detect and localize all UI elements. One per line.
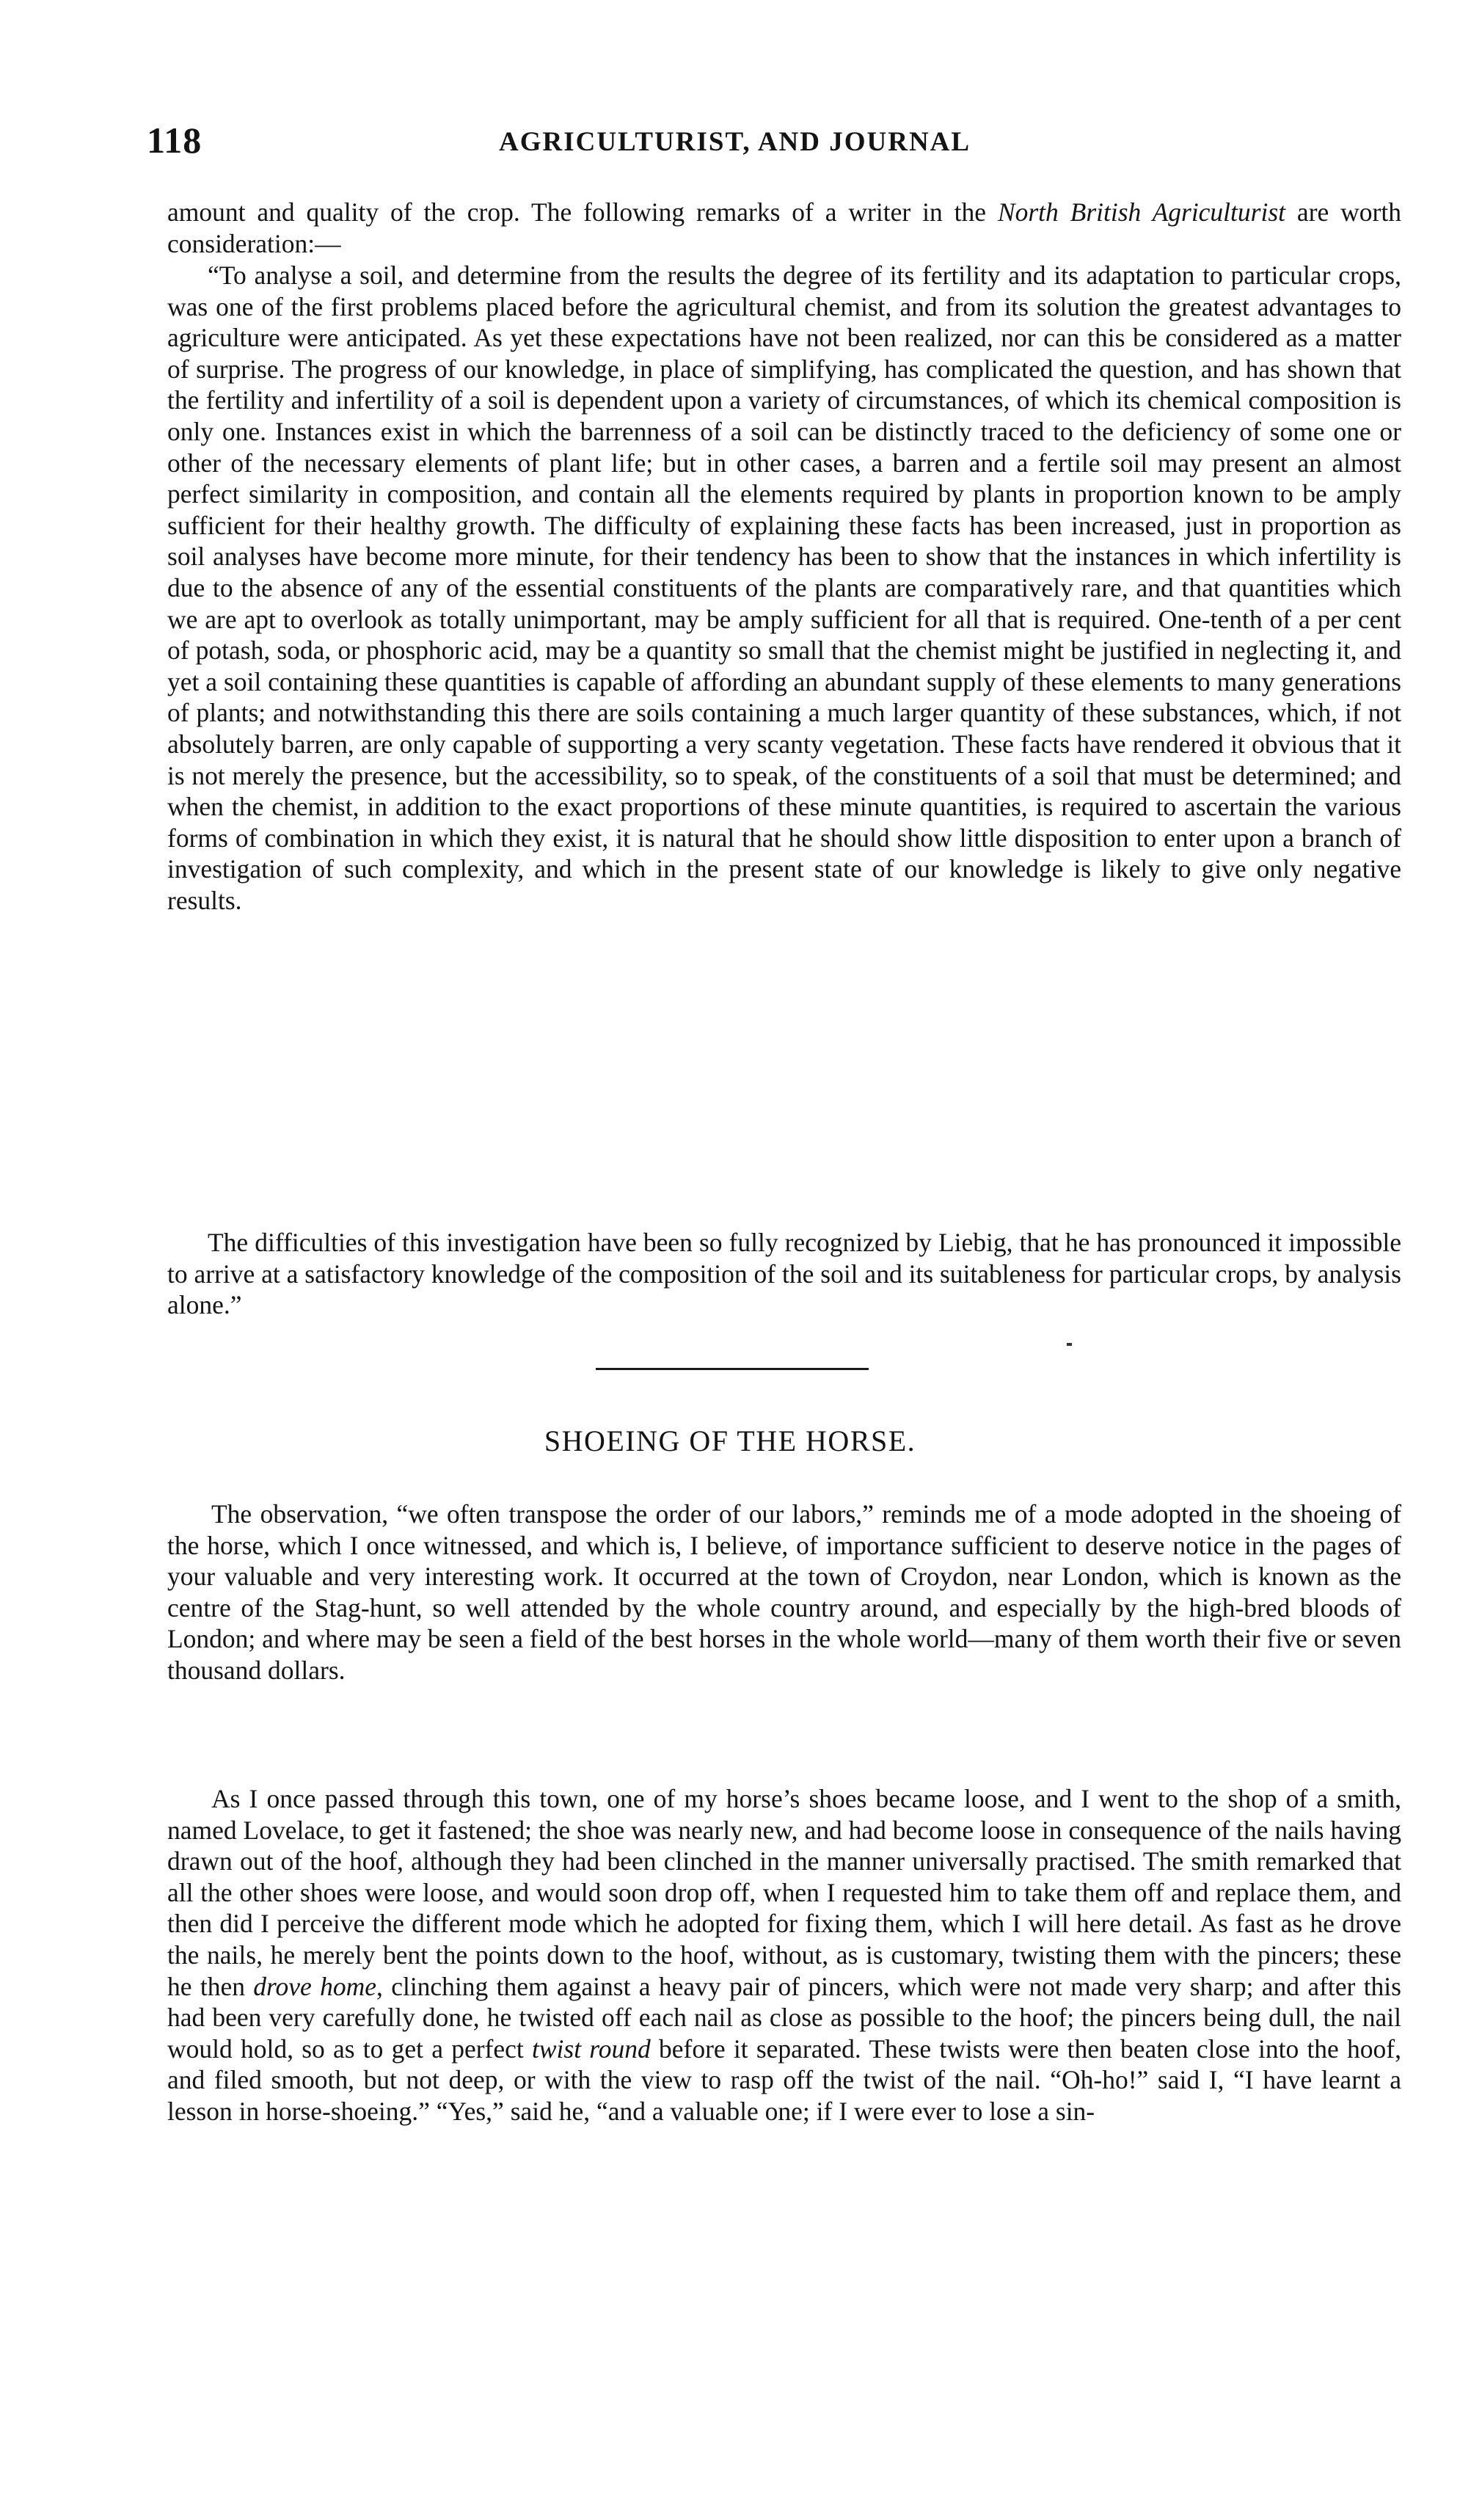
running-head — [147, 119, 1328, 170]
intro-text-after: are worth consideration:— — [167, 197, 1401, 258]
quote-paragraph-1: “To analyse a soil, and determine from the results the degree of its fertility and its adaptation to particular crops, was one of the first problems placed before the agricultural chemist, and from its solution the greatest advantages to agriculture were anticipated. As yet these expectations have not been realized, nor can this be considered as a matter of surprise. The progress of our knowledge, in place of simplifying, has complicated the question, and has shown that the fertility and infertility of a soil is dependent upon a variety of circumstances, of which its chemical composition is only one. Instances exist in which the barrenness of a soil can be distinctly traced to the deficiency of some one or other of the necessary elements of plant life; but in other cases, a barren and a fertile soil may present an almost perfect similarity in composition, and contain all the elements required by plants in proportion known to be amply sufficient for their healthy growth. The difficulty of explaining these facts has been increased, just in proportion as soil analyses have become more minute, for their tendency has been to show that the instances in which infertility is due to the absence of any of the essential constituents of the plants are comparatively rare, and that quantities which we are apt to overlook as totally unimportant, may be amply sufficient for all that is required. One-tenth of a per cent of potash, soda, or phosphoric acid, may be a quantity so small that the chemist might be justified in neglecting it, and yet a soil containing these quantities is capable of affording an abundant supply of these elements to many generations of plants; and notwithstanding this there are soils containing a much larger quantity of these substances, which, if not absolutely barren, are only capable of supporting a very scanty vegetation. These facts have rendered it obvious that it is not merely the presence, but the accessibility, so to speak, of the constituents of a soil that must be determined; and when the chemist, in addition to the exact proportions of these minute quantities, is required to ascertain the various forms of combination in which they exist, it is natural that he should show little disposition to enter upon a branch of investigation of such complexity, and which in the present state of our knowledge is likely to give only negative results. — [167, 261, 1401, 915]
journal-name: North British Agriculturist — [997, 197, 1286, 227]
section-heading: SHOEING OF THE HORSE. — [544, 1424, 916, 1457]
drove-home-phrase: drove home — [253, 1971, 376, 2001]
intro-text-before: amount and quality of the crop. The following remarks of a writer in the — [167, 197, 998, 227]
print-speck — [1067, 1343, 1072, 1346]
article-paragraph-2-part-3: before it separated. These twists were then beaten close into the hoof, and filed smooth, but not deep, or with the view to rasp off the twist of the nail. “Oh-ho!” said I, “I have learnt a lesson in horse-shoeing.” “Yes,” said he, “and a valuable one; if I were ever to lose a sin- — [167, 2033, 1401, 2126]
page-number: 118 — [147, 120, 202, 161]
section-divider — [596, 1368, 869, 1370]
twist-round-phrase: twist round — [531, 2033, 651, 2064]
running-title: AGRICULTURIST, AND JOURNAL — [499, 127, 971, 157]
article-paragraph-1: The observation, “we often transpose the order of our labors,” reminds me of a mode adopted in the shoeing of the horse, which I once witnessed, and which is, I believe, of importance sufficient to deserve notice in the pages of your valuable and very interesting work. It occurred at the town of Croydon, near London, which is known as the centre of the Stag-hunt, so well attended by the whole country around, and especially by the high-bred bloods of London; and where may be seen a field of the best horses in the whole world—many of them worth their five or seven thousand dollars. — [167, 1499, 1401, 1685]
article-paragraph-2 — [167, 1783, 1401, 2127]
article-paragraph-2-part-2: , clinching them against a heavy pair of pincers, which were not made very sharp; and after this had been very carefully done, he twisted off each nail as close as possible to the hoof; the pincers being dull, the nail would hold, so as to get a perfect — [167, 1971, 1401, 2064]
quote-paragraph-2: The difficulties of this investigation have been so fully recognized by Liebig, that he has pronounced it impossible to arrive at a satisfactory knowledge of the composition of the soil and its suitableness for particular crops, by analysis alone.” — [167, 1228, 1401, 1320]
intro-paragraph — [167, 197, 1401, 259]
article-paragraph-2-part-1: As I once passed through this town, one of my horse’s shoes became loose, and I went to the shop of a smith, named Lovelace, to get it fastened; the shoe was nearly new, and had become loose in consequence of the nails having drawn out of the hoof, although they had been clinched in the manner universally practised. The smith remarked that all the other shoes were loose, and would soon drop off, when I requested him to take them off and replace them, and then did I perceive the different mode which he adopted for fixing them, which I will here detail. As fast as he drove the nails, he merely bent the points down to the hoof, without, as is customary, twisting them with the pincers; these he then — [167, 1784, 1401, 2001]
